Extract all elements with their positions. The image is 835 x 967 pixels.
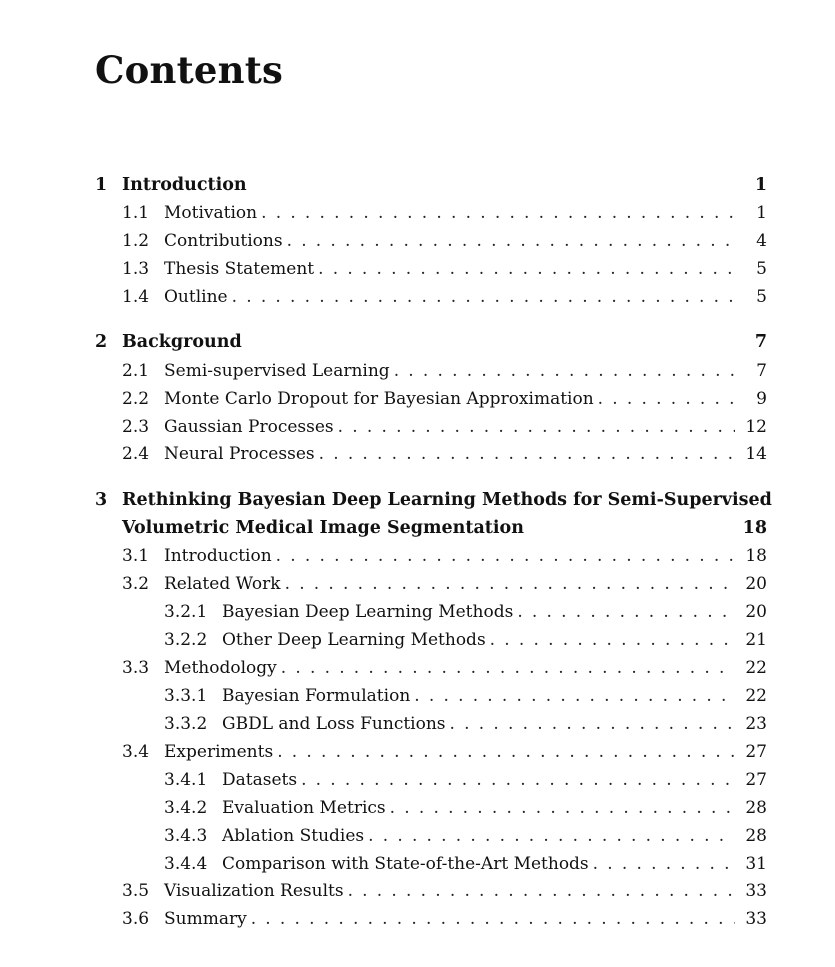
- chapter-title-line2: Volumetric Medical Image Segmentation: [122, 518, 524, 538]
- dot-leader: [276, 544, 735, 568]
- chapter-page: 7: [754, 332, 767, 352]
- toc-section-3-3[interactable]: [122, 656, 767, 680]
- section-page: 33: [745, 909, 767, 929]
- dot-leader: [251, 907, 735, 931]
- toc-subsection-3-4-3[interactable]: [164, 824, 767, 848]
- section-title: Summary: [164, 909, 247, 929]
- subsection-title: Ablation Studies: [222, 826, 365, 846]
- dot-leader: [281, 656, 735, 680]
- toc-section-3-6[interactable]: [122, 907, 767, 931]
- section-number: 2.4: [122, 444, 150, 464]
- section-number: 1.3: [122, 259, 150, 279]
- dot-leader: [390, 796, 735, 820]
- toc-subsection-3-3-2[interactable]: [164, 712, 767, 736]
- toc-section-2-3[interactable]: [122, 415, 767, 439]
- dot-leader: [394, 359, 735, 383]
- section-page: 1: [756, 203, 767, 223]
- subsection-title: Datasets: [222, 770, 298, 790]
- section-title: Gaussian Processes: [164, 417, 334, 437]
- dot-leader: [318, 257, 735, 281]
- subsection-number: 3.2.1: [164, 602, 208, 622]
- chapter-number: 3: [95, 490, 108, 510]
- dot-leader: [348, 879, 735, 903]
- toc-subsection-3-3-1[interactable]: [164, 684, 767, 708]
- subsection-page: 28: [745, 826, 767, 846]
- toc-section-1-1[interactable]: [122, 201, 767, 225]
- subsection-number: 3.3.1: [164, 686, 208, 706]
- subsection-page: 31: [745, 854, 767, 874]
- section-number: 3.6: [122, 909, 150, 929]
- dot-leader: [414, 684, 735, 708]
- section-number: 1.4: [122, 287, 150, 307]
- section-page: 5: [756, 259, 767, 279]
- dot-leader: [593, 852, 735, 876]
- subsection-page: 22: [745, 686, 767, 706]
- section-title: Semi-supervised Learning: [164, 361, 390, 381]
- section-title: Thesis Statement: [164, 259, 315, 279]
- subsection-page: 20: [745, 602, 767, 622]
- section-title: Introduction: [164, 546, 272, 566]
- dot-leader: [261, 201, 735, 225]
- toc-chapter-1[interactable]: [95, 173, 767, 197]
- chapter-number: 1: [95, 175, 108, 195]
- section-page: 7: [756, 361, 767, 381]
- section-title: Related Work: [164, 574, 281, 594]
- dot-leader: [277, 740, 735, 764]
- section-number: 1.2: [122, 231, 150, 251]
- section-number: 3.2: [122, 574, 150, 594]
- dot-leader: [598, 387, 735, 411]
- dot-leader: [368, 824, 735, 848]
- toc-chapter-3-line1[interactable]: [95, 488, 772, 512]
- section-page: 5: [756, 287, 767, 307]
- dot-leader: [490, 628, 735, 652]
- section-number: 3.1: [122, 546, 150, 566]
- toc-section-3-5[interactable]: [122, 879, 767, 903]
- toc-section-3-1[interactable]: [122, 544, 767, 568]
- section-number: 3.3: [122, 658, 150, 678]
- chapter-title: Background: [122, 332, 242, 352]
- subsection-number: 3.4.4: [164, 854, 208, 874]
- section-title: Visualization Results: [164, 881, 344, 901]
- subsection-page: 21: [745, 630, 767, 650]
- section-number: 1.1: [122, 203, 150, 223]
- subsection-page: 28: [745, 798, 767, 818]
- toc-subsection-3-4-1[interactable]: [164, 768, 767, 792]
- toc-section-2-4[interactable]: [122, 442, 767, 466]
- subsection-number: 3.2.2: [164, 630, 208, 650]
- dot-leader: [450, 712, 735, 736]
- chapter-page: 1: [754, 175, 767, 195]
- section-page: 9: [756, 389, 767, 409]
- section-title: Contributions: [164, 231, 283, 251]
- subsection-title: GBDL and Loss Functions: [222, 714, 446, 734]
- section-number: 2.1: [122, 361, 150, 381]
- subsection-title: Evaluation Metrics: [222, 798, 386, 818]
- subsection-title: Comparison with State-of-the-Art Methods: [222, 854, 589, 874]
- dot-leader: [338, 415, 735, 439]
- toc-subsection-3-4-4[interactable]: [164, 852, 767, 876]
- subsection-title: Bayesian Formulation: [222, 686, 411, 706]
- chapter-page: 18: [742, 518, 767, 538]
- section-title: Neural Processes: [164, 444, 315, 464]
- section-page: 20: [745, 574, 767, 594]
- toc-section-1-3[interactable]: [122, 257, 767, 281]
- chapter-title-line1: Rethinking Bayesian Deep Learning Methods for Semi-Supervised: [122, 490, 772, 510]
- section-number: 3.5: [122, 881, 150, 901]
- toc-chapter-2[interactable]: [95, 330, 767, 354]
- section-page: 27: [745, 742, 767, 762]
- toc-section-2-1[interactable]: [122, 359, 767, 383]
- subsection-title: Other Deep Learning Methods: [222, 630, 486, 650]
- section-number: 2.2: [122, 389, 150, 409]
- toc-section-2-2[interactable]: [122, 387, 767, 411]
- dot-leader: [301, 768, 735, 792]
- dot-leader: [517, 600, 735, 624]
- section-page: 14: [745, 444, 767, 464]
- subsection-number: 3.4.2: [164, 798, 208, 818]
- section-page: 33: [745, 881, 767, 901]
- toc-section-3-2[interactable]: [122, 572, 767, 596]
- section-page: 18: [745, 546, 767, 566]
- section-page: 4: [756, 231, 767, 251]
- dot-leader: [285, 572, 735, 596]
- dot-leader: [287, 229, 735, 253]
- section-title: Motivation: [164, 203, 258, 223]
- page-title: Contents: [95, 48, 284, 92]
- subsection-page: 23: [745, 714, 767, 734]
- section-title: Experiments: [164, 742, 274, 762]
- section-title: Monte Carlo Dropout for Bayesian Approximation: [164, 389, 594, 409]
- toc-chapter-3-line2[interactable]: [122, 516, 767, 540]
- chapter-title: Introduction: [122, 175, 247, 195]
- chapter-number: 2: [95, 332, 108, 352]
- section-number: 2.3: [122, 417, 150, 437]
- toc-section-1-4[interactable]: [122, 285, 767, 309]
- section-title: Outline: [164, 287, 228, 307]
- subsection-page: 27: [745, 770, 767, 790]
- toc-subsection-3-2-2[interactable]: [164, 628, 767, 652]
- toc-section-3-4[interactable]: [122, 740, 767, 764]
- subsection-title: Bayesian Deep Learning Methods: [222, 602, 514, 622]
- section-title: Methodology: [164, 658, 277, 678]
- toc-subsection-3-2-1[interactable]: [164, 600, 767, 624]
- toc-section-1-2[interactable]: [122, 229, 767, 253]
- subsection-number: 3.4.1: [164, 770, 208, 790]
- toc-subsection-3-4-2[interactable]: [164, 796, 767, 820]
- section-page: 12: [745, 417, 767, 437]
- dot-leader: [232, 285, 735, 309]
- subsection-number: 3.4.3: [164, 826, 208, 846]
- section-number: 3.4: [122, 742, 150, 762]
- dot-leader: [319, 442, 735, 466]
- section-page: 22: [745, 658, 767, 678]
- subsection-number: 3.3.2: [164, 714, 208, 734]
